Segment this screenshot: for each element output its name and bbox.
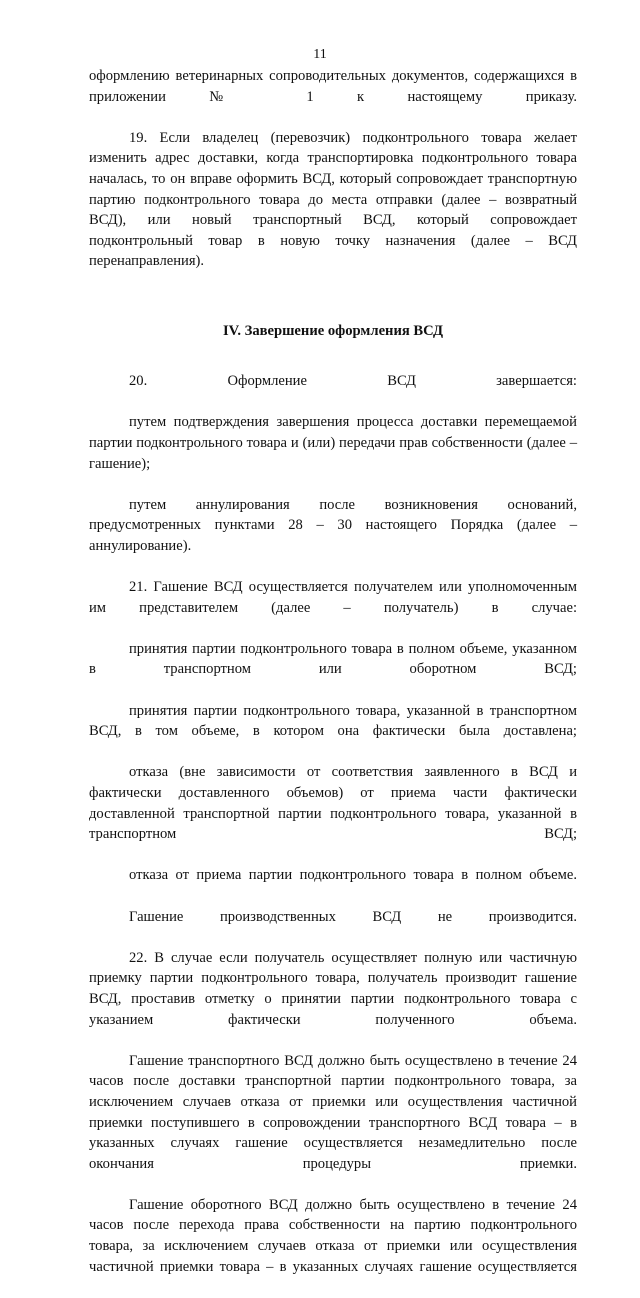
paragraph: оформлению ветеринарных сопроводительных документов, содержащихся в приложении № 1 к настоящему приказу. bbox=[89, 68, 577, 105]
paragraph: Гашение оборотного ВСД должно быть осуществлено в течение 24 часов после перехода права собственности на партию подконтрольного товара, за исключением случаев отказа от приемки или осуществления частичной приемки товара – в указанных случаях гашение осуществляется bbox=[89, 1196, 577, 1275]
paragraphs-bottom bbox=[89, 371, 577, 1298]
paragraph: принятия партии подконтрольного товара в полном объеме, указанном в транспортном или оборотном ВСД; bbox=[89, 640, 577, 678]
paragraph: Гашение производственных ВСД не производится. bbox=[129, 908, 577, 925]
paragraph: принятия партии подконтрольного товара, указанной в транспортном ВСД, в том объеме, в котором она фактически была доставлена; bbox=[89, 702, 577, 740]
paragraph: 19. Если владелец (перевозчик) подконтрольного товара желает изменить адрес доставки, когда транспортировка подконтрольного товара началась, то он вправе оформить ВСД, который сопровождает транспортную партию подконтрольного товара до места отправки (далее – возвратный ВСД), или новый транспортный ВСД, который сопровождает подконтрольный товар в новую точку назначения (далее – ВСД перенаправления). bbox=[89, 129, 577, 270]
paragraph: 22. В случае если получатель осуществляет полную или частичную приемку партии подконтрольного товара, получатель производит гашение ВСД, проставив отметку о принятии партии подконтрольного товара с указанием фактически полученного объема. bbox=[89, 949, 577, 1028]
paragraph: Гашение транспортного ВСД должно быть осуществлено в течение 24 часов после доставки транспортной партии подконтрольного товара, за исключением случаев отказа от приемки или осуществления частичной приемки поступившего в сопровождении транспортного ВСД товара – в указанных случаях гашение осуществляется незамедлительно после окончания процедуры приемки. bbox=[89, 1052, 577, 1172]
paragraph: путем аннулирования после возникновения оснований, предусмотренных пунктами 28 – 30 настоящего Порядка (далее – аннулирование). bbox=[89, 496, 577, 554]
paragraph: 21. Гашение ВСД осуществляется получателем или уполномоченным им представителем (далее – получатель) в случае: bbox=[89, 579, 577, 616]
paragraph: отказа (вне зависимости от соответствия заявленного в ВСД и фактически доставленного объемов) от приема части фактически доставленной транспортной партии подконтрольного товара, указанной в транспортном ВСД; bbox=[89, 764, 577, 843]
paragraphs-top bbox=[89, 66, 577, 293]
section-heading: IV. Завершение оформления ВСД bbox=[223, 322, 443, 339]
paragraph: отказа от приема партии подконтрольного товара в полном объеме. bbox=[129, 867, 577, 884]
paragraph: путем подтверждения завершения процесса доставки перемещаемой партии подконтрольного товара и (или) передачи прав собственности (далее – гашение); bbox=[89, 414, 577, 472]
document-body bbox=[89, 66, 577, 1298]
paragraph: 20. Оформление ВСД завершается: bbox=[129, 373, 577, 390]
page-number: 11 bbox=[313, 47, 327, 62]
